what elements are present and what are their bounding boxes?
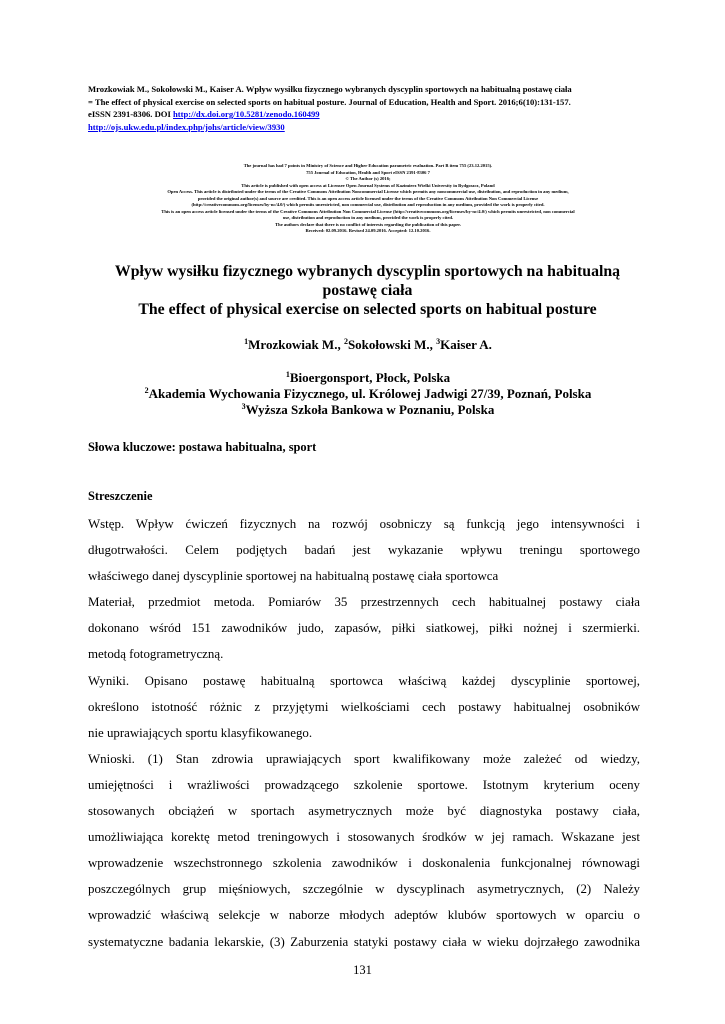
author-name: Sokołowski M., [347,337,437,352]
license-line: use, distribution and reproduction in any medium, provided the work is properly cited. [282,215,454,221]
author-name: Mrozkowiak M., [248,337,344,352]
article-url-link[interactable]: http://ojs.ukw.edu.pl/index.php/johs/article/view/3930 [88,121,285,132]
affiliation [88,386,648,402]
author-list [88,337,648,353]
title-line: The effect of physical exercise on selected sports on habitual posture [138,301,597,318]
author-name: Kaiser A. [440,337,492,352]
paper-title [80,262,655,319]
author-marker: 1 [244,337,249,346]
abstract-line: umiejętności i wrażliwości prowadzącego szkolenie sportowe. Istotnym kryterium oceny [88,777,640,792]
license-block [88,163,648,235]
affiliation-text: Bioergonsport, Płock, Polska [289,370,451,385]
license-line: 755 Journal of Education, Health and Sport eISSN 2391-8306 7 [306,169,430,175]
license-line: This is an open access article licensed under the terms of the Creative Commons Attribution Non Commercial License (http://creativecommons.org/licenses/by-nc/4.0/) which permits unrestricted, non commercial [161,208,575,214]
citation-line [88,121,648,134]
citation-issn: eISSN 2391-8306. DOI [88,109,173,119]
citation-line [88,108,648,121]
abstract-line: systematyczne badania lekarskie, (3) Zaburzenia statyki postawy ciała w wieku dojrzałego zawodnika [88,934,640,949]
license-line: provided the original author(s) and source are credited. This is an open access article licensed under the terms of the Creative Commons Attribution Non Commercial License [197,195,539,201]
affiliation-text: Akademia Wychowania Fizycznego, ul. Królowej Jadwigi 27/39, Poznań, Polska [148,386,592,401]
author-marker: 2 [343,337,348,346]
affiliation [88,402,648,418]
citation-block [88,83,648,133]
keywords: Słowa kluczowe: postawa habitualna, sport [88,440,317,454]
affiliation-marker: 3 [241,402,246,411]
abstract-line: Wyniki. Opisano postawę habitualną sportowca właściwą każdej dyscyplinie sportowej, [88,673,640,688]
doi-link[interactable]: http://dx.doi.org/10.5281/zenodo.160499 [173,109,320,119]
license-line: © The Author (s) 2016; [345,176,391,182]
license-line: Open Access. This article is distributed under the terms of the Creative Commons Attribution Noncommercial License which permits any noncommercial use, distribution, and reproduction in any medium, [167,189,569,195]
abstract-line: umożliwiająca korektę metod treningowych i stosowanych środków w jej ramach. Wskazane jest [88,830,640,845]
title-line: postawę ciała [322,282,413,299]
abstract-line: stosowanych obciążeń w sportach asymetrycznych może być diagnostyka postawy ciała, [88,804,640,819]
abstract-line: nie uprawiających sportu klasyfikowanego. [88,725,313,740]
affiliation [88,370,648,386]
abstract-body [88,511,640,955]
abstract-line: poszczególnych grup mięśniowych, szczególnie w dyscyplinach asymetrycznych, (2) Należy [88,882,640,897]
title-line: Wpływ wysiłku fizycznego wybranych dyscyplin sportowych na habitualną [114,263,621,280]
abstract-line: Wnioski. (1) Stan zdrowia uprawiających sport kwalifikowany może zależeć od wiedzy, [88,751,640,766]
abstract-line: metodą fotogrametryczną. [88,647,224,662]
license-line: The authors declare that there is no conflict of interests regarding the publication of this paper. [275,221,461,227]
abstract-line: Materiał, przedmiot metoda. Pomiarów 35 przestrzennych cech habitualnej postawy ciała [88,595,640,610]
affiliation-marker: 2 [144,386,149,395]
affiliation-text: Wyższa Szkoła Bankowa w Poznaniu, Polska [245,402,495,417]
abstract-line: długotrwałości. Celem podjętych badań jest wykazanie wpływu treningu sportowego [88,543,640,558]
abstract-line: określono istotność różnic z przyjętymi wielkościami cech postawy habitualnej osobników [88,699,640,714]
abstract-line: dokonano wśród 151 zawodników judo, zapasów, piłki siatkowej, piłki nożnej i szermierki. [88,621,640,636]
page-number: 131 [353,963,372,977]
author-marker: 3 [436,337,441,346]
license-line: (http://creativecommons.org/licenses/by-nc/4.0/) which permits unrestricted, non commercial use, distribution and reproduction in any medium, provided the work is properly cited. [191,202,545,208]
license-line: This article is published with open access at Licensee Open Journal Systems of Kazimierz Wielki University in Bydgoszcz, Poland [241,182,495,188]
license-line: The journal has had 7 points in Ministry of Science and Higher Education parametric evaluation. Part B item 755 (23.12.2015). [243,163,493,168]
license-line: Received: 02.09.2016. Revised 24.09.2016. Accepted: 12.10.2016. [305,228,431,234]
abstract-heading: Streszczenie [88,489,153,503]
citation-line: Mrozkowiak M., Sokołowski M., Kaiser A. Wpływ wysiłku fizycznego wybranych dyscyplin sportowych na habitualną postawę ciała [88,84,572,94]
affiliation-marker: 1 [285,370,290,379]
abstract-line: wprowadzić właściwą selekcje w naborze młodych adeptów klubów sportowych w oparciu o [88,908,640,923]
abstract-line: Wstęp. Wpływ ćwiczeń fizycznych na rozwój osobniczy są funkcją jego intensywności i [88,517,640,531]
affiliation-list [88,370,648,418]
abstract-line: wprowadzenie wszechstronnego szkolenia zawodników i doskonalenia funkcjonalnej równowagi [88,856,640,871]
abstract-line: właściwego danej dyscyplinie sportowej na habitualną postawę ciała sportowca [88,569,499,584]
citation-line: = The effect of physical exercise on selected sports on habitual posture. Journal of Education, Health and Sport. 2016;6(10):131-157. [88,96,571,107]
